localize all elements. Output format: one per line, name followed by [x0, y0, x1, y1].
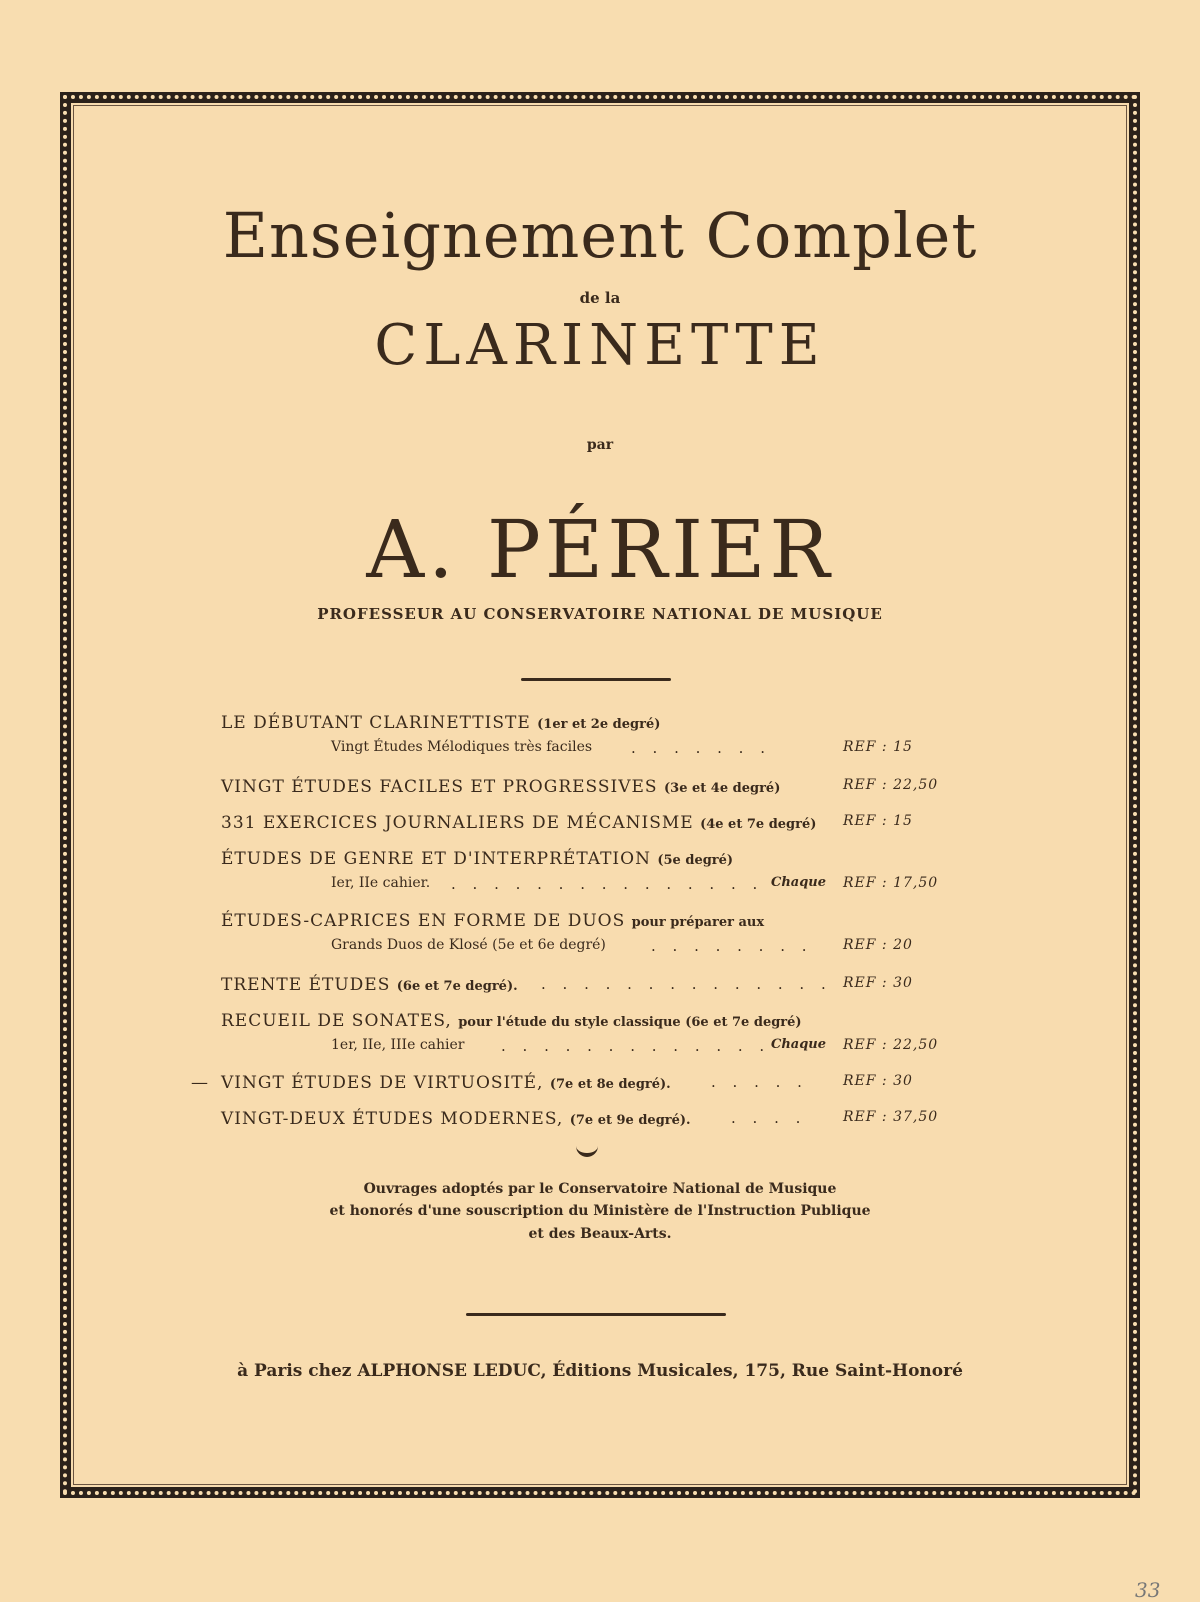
chaque-label: Chaque — [771, 875, 827, 890]
price-value: 30 — [893, 1073, 913, 1089]
price-value: 17,50 — [893, 875, 939, 891]
catalog-item-subline — [71, 937, 1129, 963]
catalog-item — [71, 975, 1129, 1001]
catalog-item-title: 331 EXERCICES JOURNALIERS DE MÉCANISME — [221, 813, 694, 833]
catalog-item-title: VINGT ÉTUDES DE VIRTUOSITÉ, — [221, 1073, 544, 1093]
leader-dots: . . . . . . . . . . . . . — [501, 1037, 771, 1055]
ornament-flourish — [576, 1143, 598, 1157]
catalog-item-title: LE DÉBUTANT CLARINETTISTE — [221, 713, 531, 733]
catalog-item-sub: 1er, IIe, IIIe cahier — [331, 1037, 465, 1053]
price-label: REF : — [843, 975, 888, 991]
catalog-item — [71, 849, 1129, 875]
price-label: REF : — [843, 1037, 888, 1053]
price-label: REF : — [843, 777, 888, 793]
leader-dots: . . . . . . . . . . . . . . — [541, 975, 832, 993]
price-label: REF : — [843, 1073, 888, 1089]
price-value: 22,50 — [893, 777, 939, 793]
note-line: Ouvrages adoptés par le Conservatoire National de Musique — [363, 1181, 837, 1197]
catalog-item-degree: (1er et 2e degré) — [537, 717, 661, 732]
catalog-item-title: VINGT-DEUX ÉTUDES MODERNES, — [221, 1109, 564, 1129]
corner-handwritten-number: 33 — [1135, 1578, 1161, 1602]
catalog-item-title: ÉTUDES-CAPRICES EN FORME DE DUOS — [221, 911, 626, 931]
catalog-item-title: RECUEIL DE SONATES, — [221, 1011, 452, 1031]
price-value: 15 — [893, 813, 913, 829]
catalog-item-sub: Ier, IIe cahier. — [331, 875, 431, 891]
catalog-item-degree: pour l'étude du style classique (6e et 7e degré) — [458, 1015, 802, 1030]
catalog-item-degree: (7e et 8e degré). — [549, 1077, 671, 1092]
catalog-item-degree: pour préparer aux — [631, 915, 765, 930]
catalog-item — [71, 1109, 1129, 1135]
catalog-item-degree: (7e et 9e degré). — [569, 1113, 691, 1128]
leader-dots: . . . . . . . — [631, 739, 771, 757]
adoption-note — [71, 1178, 1129, 1245]
catalog-item-title: ÉTUDES DE GENRE ET D'INTERPRÉTATION — [221, 849, 651, 869]
catalog-item-degree: (4e et 7e degré) — [700, 817, 817, 832]
title-instrument: CLARINETTE — [374, 313, 826, 378]
title-par: par — [586, 437, 614, 453]
price-label: REF : — [843, 813, 888, 829]
price-label: REF : — [843, 937, 888, 953]
price-value: 30 — [893, 975, 913, 991]
catalog-item — [71, 1073, 1129, 1099]
ornament-divider-bottom — [466, 1313, 726, 1316]
catalog-item-sub: Grands Duos de Klosé (5e et 6e degré) — [331, 937, 606, 953]
author-name: A. PÉRIER — [366, 503, 834, 596]
leader-dots: . . . . — [731, 1109, 807, 1127]
decorative-border-frame — [60, 92, 1140, 1498]
publisher-line: à Paris chez ALPHONSE LEDUC, Éditions Musicales, 175, Rue Saint-Honoré — [237, 1361, 963, 1381]
catalog-item — [71, 813, 1129, 839]
price-label: REF : — [843, 739, 888, 755]
chaque-label: Chaque — [771, 1037, 827, 1052]
ornament-divider-top — [521, 678, 671, 681]
leader-dots: . . . . . . . . . . . . . . . — [451, 875, 764, 893]
price-value: 37,50 — [893, 1109, 939, 1125]
price-label: REF : — [843, 875, 888, 891]
price-value: 15 — [893, 739, 913, 755]
price-value: 22,50 — [893, 1037, 939, 1053]
catalog-item — [71, 911, 1129, 937]
catalog-item-sub: Vingt Études Mélodiques très faciles — [331, 739, 593, 755]
catalog-item-degree: (5e degré) — [657, 853, 734, 868]
leader-dots: . . . . . — [711, 1073, 808, 1091]
catalog-item — [71, 1011, 1129, 1037]
catalog-item-degree: (6e et 7e degré). — [396, 979, 518, 994]
price-value: 20 — [893, 937, 913, 953]
catalog-item-subline — [71, 875, 1129, 901]
catalog-item-subline — [71, 739, 1129, 765]
price-label: REF : — [843, 1109, 888, 1125]
catalog-item-subline — [71, 1037, 1129, 1063]
note-line: et honorés d'une souscription du Ministère de l'Instruction Publique — [329, 1203, 871, 1220]
dash-marker: — — [191, 1073, 208, 1093]
title-main: Enseignement Complet — [222, 199, 978, 272]
note-line: et des Beaux-Arts. — [528, 1225, 672, 1242]
catalog-item-title: TRENTE ÉTUDES — [221, 975, 391, 995]
leader-dots: . . . . . . . . — [651, 937, 813, 955]
catalog-item-title: VINGT ÉTUDES FACILES ET PROGRESSIVES — [221, 777, 658, 797]
author-profession: PROFESSEUR AU CONSERVATOIRE NATIONAL DE MUSIQUE — [317, 605, 883, 623]
catalog-item-degree: (3e et 4e degré) — [664, 781, 781, 796]
title-de-la: de la — [579, 289, 621, 307]
catalog-item — [71, 777, 1129, 803]
catalog-item — [71, 713, 1129, 739]
